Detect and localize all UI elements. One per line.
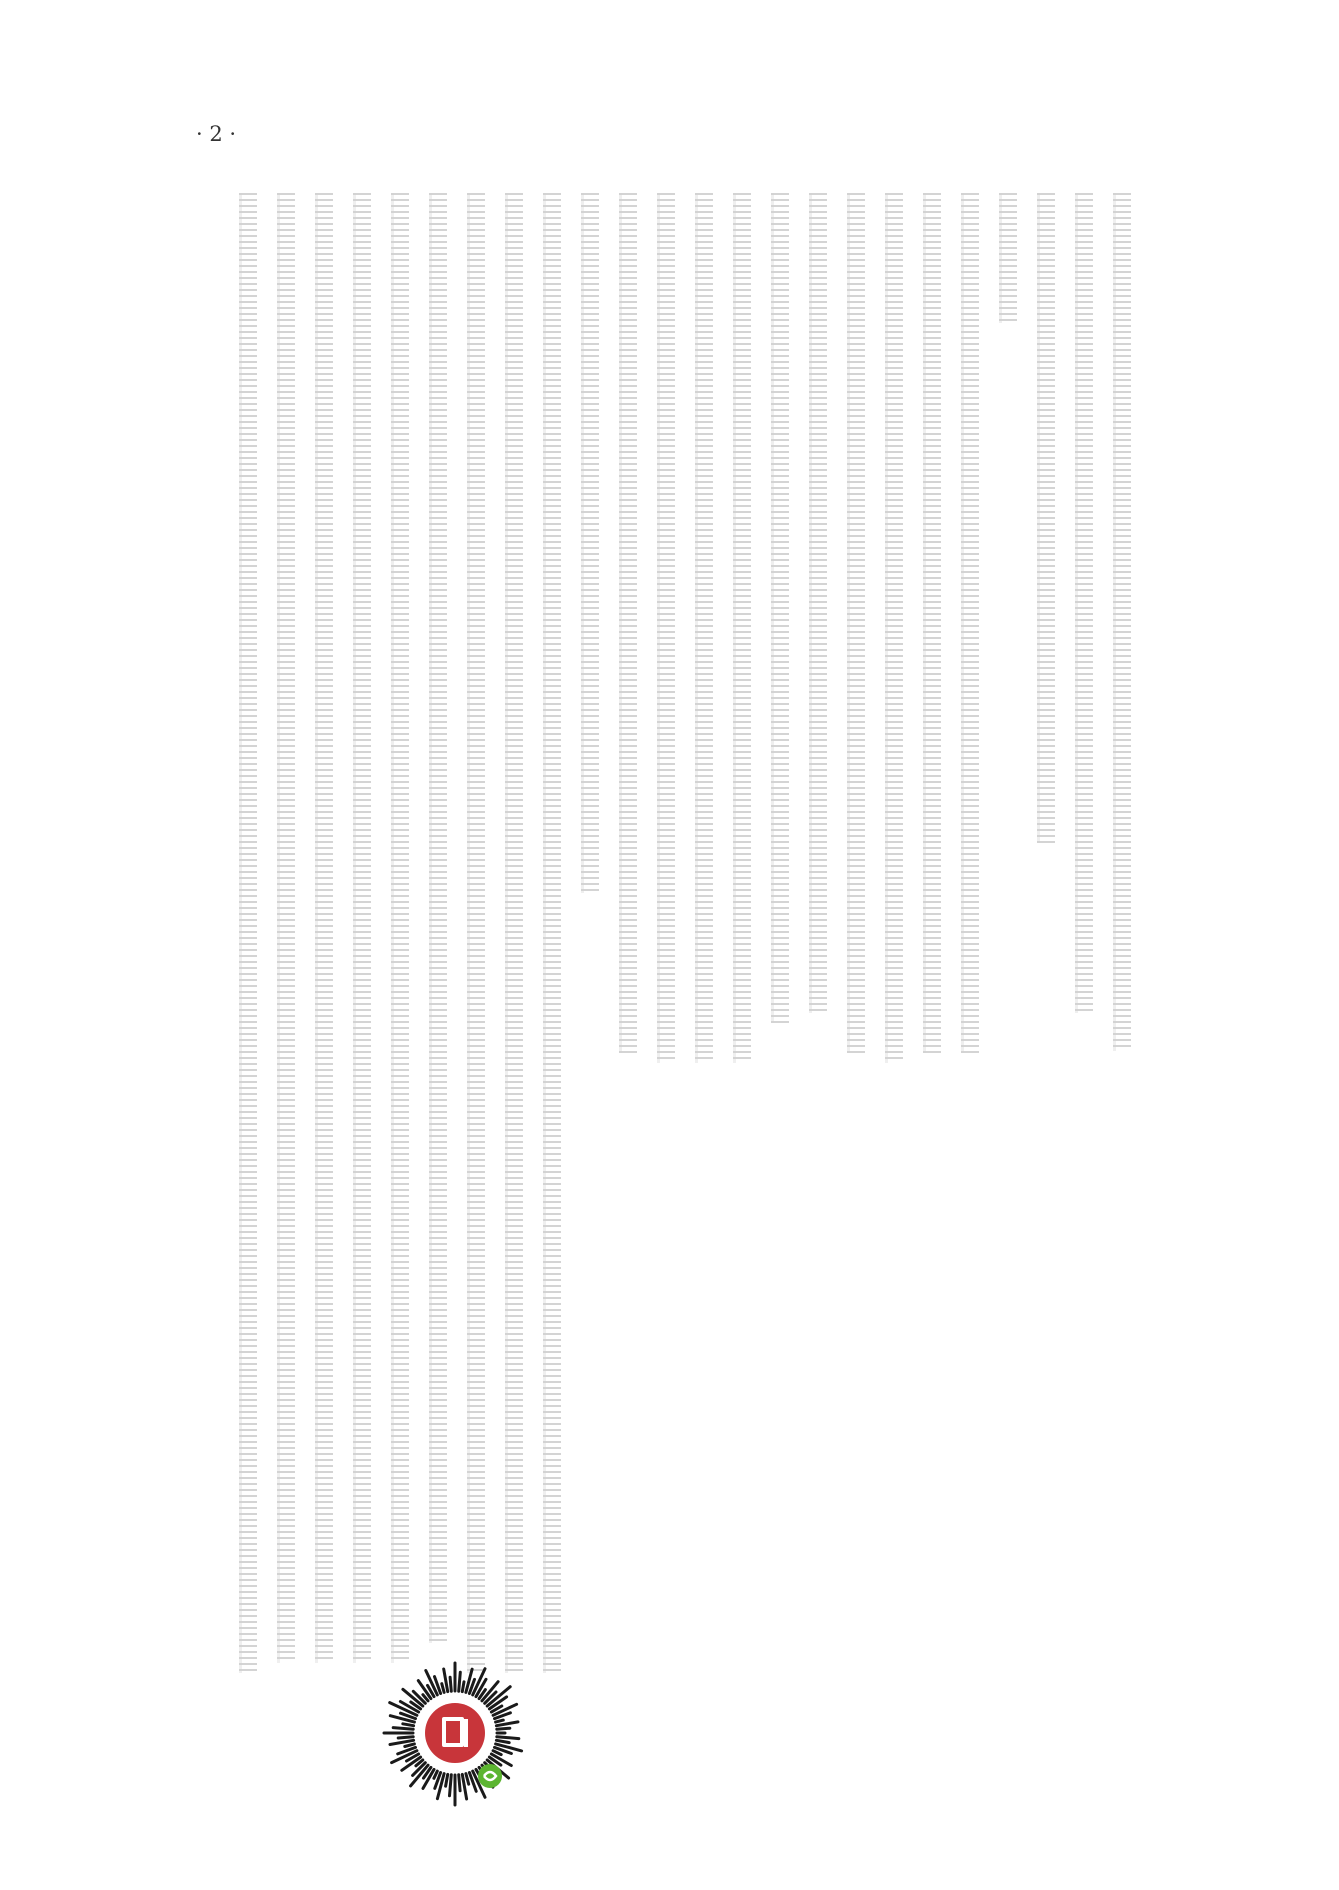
qr-ray bbox=[462, 1682, 464, 1692]
page-number: · 2 · bbox=[196, 122, 237, 146]
qr-ray bbox=[405, 1744, 415, 1747]
text-column bbox=[920, 193, 944, 1053]
qr-ray bbox=[496, 1740, 509, 1742]
text-column bbox=[502, 193, 526, 1673]
column-placeholder bbox=[961, 193, 979, 1053]
column-placeholder bbox=[505, 193, 523, 1673]
column-placeholder bbox=[391, 193, 409, 1663]
text-column bbox=[236, 193, 260, 1673]
qr-ray bbox=[442, 1684, 444, 1693]
qr-ray bbox=[403, 1724, 414, 1726]
text-column bbox=[844, 193, 868, 1053]
qr-ray bbox=[459, 1672, 461, 1691]
text-column bbox=[1072, 193, 1096, 1013]
column-placeholder bbox=[1113, 193, 1131, 1051]
text-column bbox=[958, 193, 982, 1053]
qr-ray bbox=[446, 1774, 448, 1786]
text-column bbox=[388, 193, 412, 1663]
qr-ray bbox=[497, 1737, 519, 1739]
text-column bbox=[692, 193, 716, 1063]
column-placeholder bbox=[467, 193, 485, 1673]
column-placeholder bbox=[695, 193, 713, 1063]
column-placeholder bbox=[885, 193, 903, 1063]
column-placeholder bbox=[999, 193, 1017, 323]
column-placeholder bbox=[847, 193, 865, 1053]
qr-ray bbox=[497, 1728, 510, 1729]
qr-ray bbox=[466, 1774, 469, 1785]
column-placeholder bbox=[429, 193, 447, 1643]
qr-ray bbox=[450, 1775, 452, 1796]
text-column bbox=[616, 193, 640, 1053]
text-column bbox=[996, 193, 1020, 323]
column-placeholder bbox=[315, 193, 333, 1663]
qr-ray bbox=[393, 1728, 413, 1730]
column-placeholder bbox=[923, 193, 941, 1053]
qr-ray bbox=[459, 1775, 460, 1791]
text-column bbox=[1034, 193, 1058, 843]
column-placeholder bbox=[619, 193, 637, 1053]
qr-ray bbox=[450, 1677, 451, 1691]
text-column bbox=[1110, 193, 1134, 1051]
column-placeholder bbox=[1075, 193, 1093, 1013]
text-column bbox=[274, 193, 298, 1663]
column-placeholder bbox=[277, 193, 295, 1663]
text-column bbox=[350, 193, 374, 1663]
column-placeholder bbox=[1037, 193, 1055, 843]
text-column bbox=[312, 193, 336, 1663]
text-column bbox=[654, 193, 678, 1063]
mini-program-code-icon bbox=[380, 1658, 530, 1808]
text-column bbox=[806, 193, 830, 1013]
text-column bbox=[768, 193, 792, 1023]
qr-ray bbox=[398, 1737, 413, 1738]
text-column bbox=[578, 193, 602, 893]
column-placeholder bbox=[771, 193, 789, 1023]
qr-ray bbox=[434, 1771, 437, 1778]
text-column bbox=[730, 193, 754, 1063]
text-column bbox=[882, 193, 906, 1063]
column-placeholder bbox=[353, 193, 371, 1663]
text-column bbox=[464, 193, 488, 1673]
column-placeholder bbox=[733, 193, 751, 1063]
text-column bbox=[426, 193, 450, 1643]
column-placeholder bbox=[543, 193, 561, 1673]
qr-ray bbox=[496, 1720, 504, 1722]
column-placeholder bbox=[809, 193, 827, 1013]
column-placeholder bbox=[581, 193, 599, 893]
column-placeholder bbox=[239, 193, 257, 1673]
column-placeholder bbox=[657, 193, 675, 1063]
text-column bbox=[540, 193, 564, 1673]
